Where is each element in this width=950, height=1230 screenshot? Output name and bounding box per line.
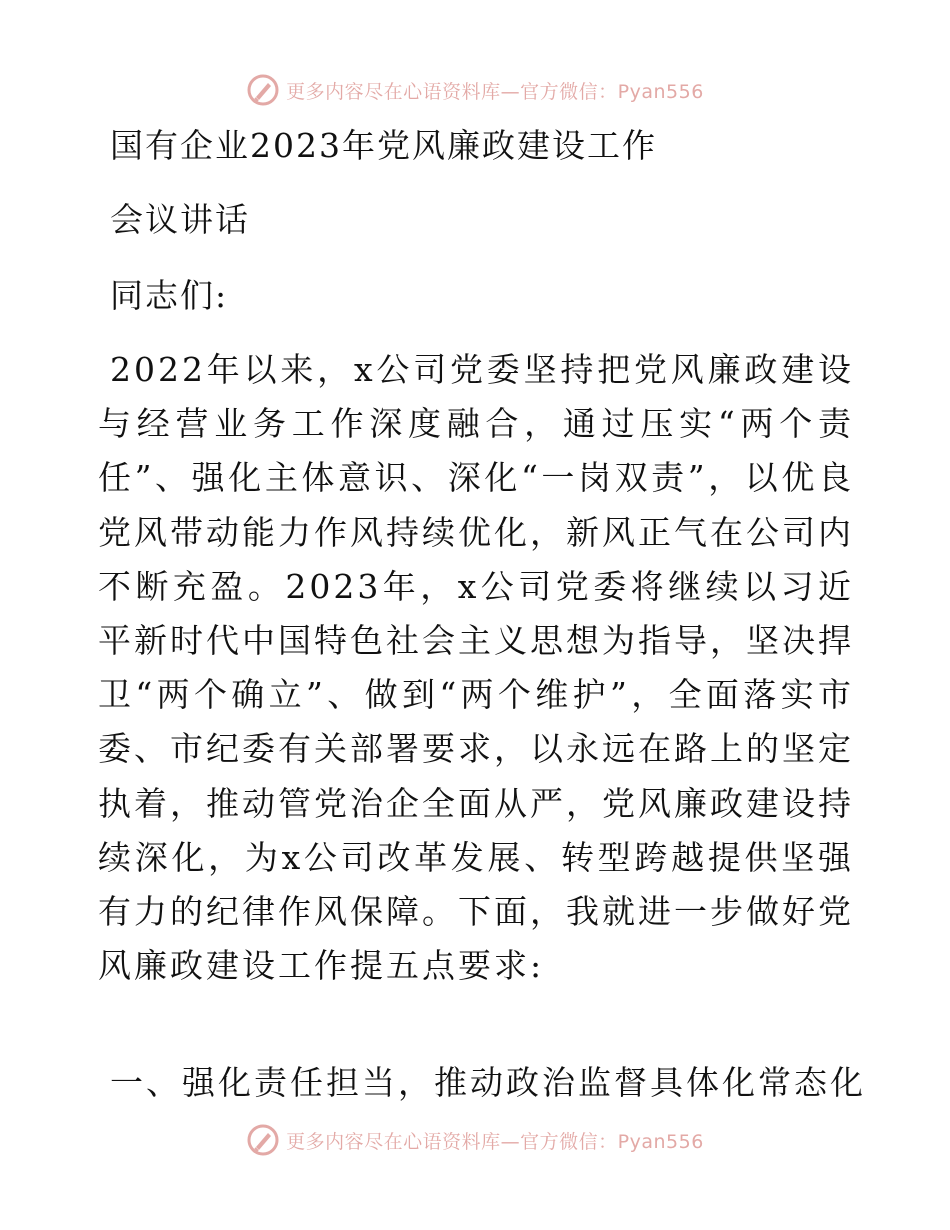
document-title-line-1: 国有企业2023年党风廉政建设工作 [110,126,657,165]
document-title-line-2: 会议讲话 [110,200,250,239]
watermark-text: 更多内容尽在心语资料库—官方微信：Pyan556 [286,80,704,103]
watermark-banner-bottom [0,1120,950,1160]
body-paragraph: 2022年以来，x公司党委坚持把党风廉政建设与经营业务工作深度融合，通过压实“两个责任”、强化主体意识、深化“一岗双责”，以优良党风带动能力作风持续优化，新风正气在公司内不断充盈。2023年，x公司党委将继续以习近平新时代中国特色社会主义思想为指导，坚决捍卫“两个确立”、做到“两个维护”，全面落实市委、市纪委有关部署要求，以永远在路上的坚定执着，推动管党治企全面从严，党风廉政建设持续深化，为x公司改革发展、转型跨越提供坚强有力的纪律作风保障。下面，我就进一步做好党风廉政建设工作提五点要求: [98,350,854,986]
fountain-pen-circle-icon [246,1123,280,1157]
watermark-banner-top [0,70,950,110]
fountain-pen-circle-icon [246,73,280,107]
section-heading-1: 一、强化责任担当，推动政治监督具体化常态化 [110,1063,866,1102]
salutation: 同志们: [110,276,229,315]
watermark-text: 更多内容尽在心语资料库—官方微信：Pyan556 [286,1130,704,1153]
